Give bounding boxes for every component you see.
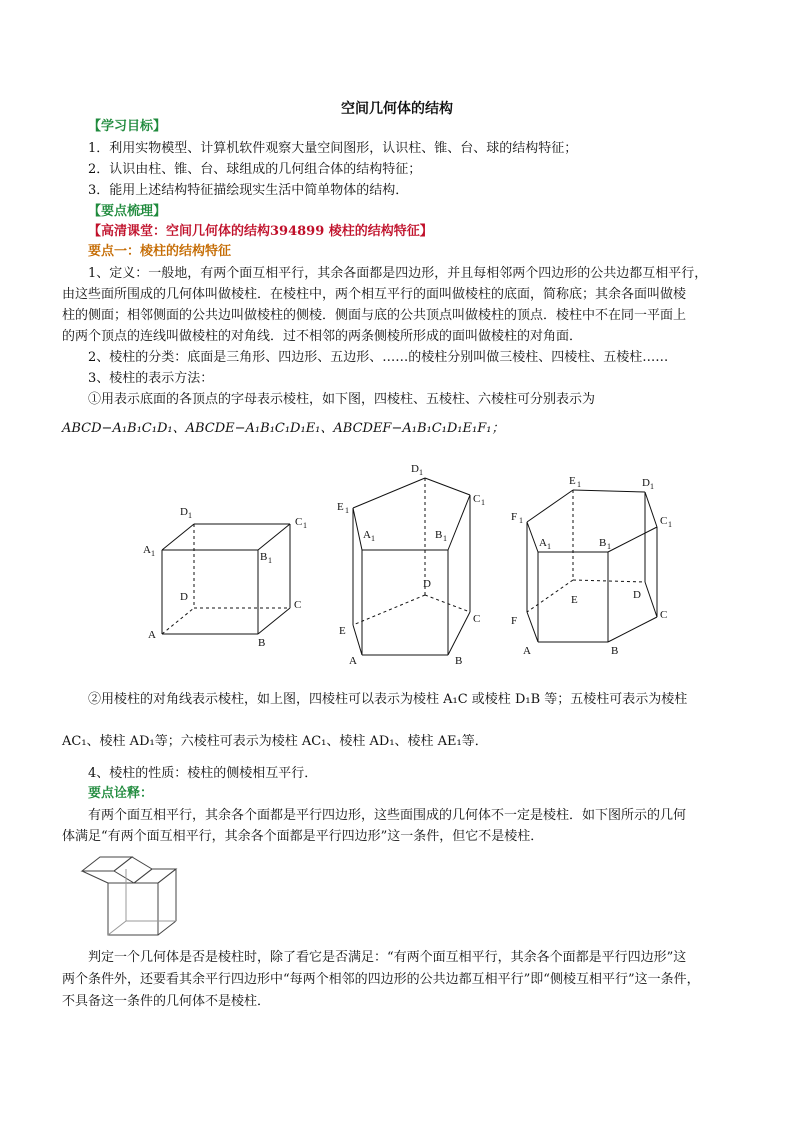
note-line-1: 有两个面互相平行，其余各个面都是平行四边形，这些面围成的几何体不一定是棱柱．如下图所示的几何 bbox=[88, 808, 687, 823]
label-B: B bbox=[455, 655, 463, 667]
label-sub: 1 bbox=[650, 482, 654, 491]
label-C1: C bbox=[660, 515, 668, 527]
goal-1: 1．利用实物模型、计算机软件观察大量空间图形，认识柱、锥、台、球的结构特征； bbox=[88, 141, 578, 156]
label-D: D bbox=[633, 589, 641, 601]
label-D1: D bbox=[180, 506, 188, 518]
label-D: D bbox=[180, 591, 188, 603]
six-prism-figure bbox=[505, 472, 685, 662]
label-E1: E bbox=[569, 475, 576, 487]
label-A: A bbox=[148, 629, 156, 641]
label-sub: 1 bbox=[519, 516, 523, 525]
section-points-heading: 【要点梳理】 bbox=[88, 204, 167, 219]
label-C1: C bbox=[295, 516, 303, 528]
label-B1: B bbox=[435, 529, 443, 541]
label-E1: E bbox=[337, 501, 344, 513]
label-C: C bbox=[473, 613, 481, 625]
hd-class-heading: 【高清课堂：空间几何体的结构394899 棱柱的结构特征】 bbox=[88, 224, 433, 239]
label-sub: 1 bbox=[481, 498, 485, 507]
classification-line: 2、棱柱的分类：底面是三角形、四边形、五边形、……的棱柱分别叫做三棱柱、四棱柱、五棱柱…… bbox=[88, 350, 669, 365]
label-B1: B bbox=[260, 551, 268, 563]
judge-line-1: 判定一个几何体是否是棱柱时，除了看它是否满足：“有两个面互相平行，其余各个面都是平行四边形”这 bbox=[88, 950, 687, 965]
property-line: 4、棱柱的性质：棱柱的侧棱相互平行． bbox=[88, 766, 318, 781]
label-sub: 1 bbox=[547, 542, 551, 551]
definition-line-2: 由这些面所围成的几何体叫做棱柱．在棱柱中，两个相互平行的面叫做棱柱的底面，简称底；其余各面叫做棱 bbox=[62, 287, 687, 302]
label-sub: 1 bbox=[443, 534, 447, 543]
five-prism-figure bbox=[335, 460, 495, 670]
label-C1: C bbox=[473, 493, 481, 505]
label-C: C bbox=[294, 599, 302, 611]
notation-2b: AC₁、棱柱 AD₁等；六棱柱可表示为棱柱 AC₁、棱柱 AD₁、棱柱 AE₁等． bbox=[62, 734, 488, 749]
label-sub: 1 bbox=[371, 534, 375, 543]
section-goals-heading: 【学习目标】 bbox=[88, 119, 167, 134]
label-A: A bbox=[349, 655, 357, 667]
label-A1: A bbox=[143, 544, 151, 556]
goal-2: 2．认识由柱、锥、台、球组成的几何组合体的结构特征； bbox=[88, 162, 422, 177]
notation-heading: 3、棱柱的表示方法： bbox=[88, 371, 214, 386]
note-line-2: 体满足“有两个面互相平行，其余各个面都是平行四边形”这一条件，但它不是棱柱． bbox=[62, 829, 544, 844]
label-sub: 1 bbox=[268, 556, 272, 565]
label-A1: A bbox=[363, 529, 371, 541]
notation-2a: ②用棱柱的对角线表示棱柱，如上图，四棱柱可以表示为棱柱 A₁C 或棱柱 D₁B 等；五棱柱可表示为棱柱 bbox=[88, 692, 688, 707]
label-B1: B bbox=[599, 537, 607, 549]
label-D1: D bbox=[411, 463, 419, 475]
goal-3: 3．能用上述结构特征描绘现实生活中简单物体的结构． bbox=[88, 183, 409, 198]
label-A: A bbox=[523, 645, 531, 657]
label-A1: A bbox=[539, 537, 547, 549]
label-F1: F bbox=[511, 511, 518, 523]
note-heading: 要点诠释： bbox=[88, 786, 154, 801]
label-sub: 1 bbox=[345, 506, 349, 515]
judge-line-3: 不具备这一条件的几何体不是棱柱． bbox=[62, 994, 271, 1009]
label-E: E bbox=[571, 594, 578, 606]
label-sub: 1 bbox=[668, 520, 672, 529]
label-sub: 1 bbox=[577, 480, 581, 489]
judge-line-2: 两个条件外，还要看其余平行四边形中“每两个相邻的四边形的公共边都互相平行”即“侧棱互相平行”这一条件， bbox=[62, 972, 700, 987]
label-D: D bbox=[423, 578, 431, 590]
definition-line-1: 1、定义：一般地，有两个面互相平行，其余各面都是四边形，并且每相邻两个四边形的公共边都互相平行， bbox=[88, 266, 708, 281]
point1-heading: 要点一：棱柱的结构特征 bbox=[88, 244, 232, 259]
definition-line-4: 的两个顶点的连线叫做棱柱的对角线．过不相邻的两条侧棱所形成的面叫做棱柱的对角面． bbox=[62, 329, 583, 344]
label-C: C bbox=[660, 609, 668, 621]
label-E: E bbox=[339, 625, 346, 637]
label-B: B bbox=[611, 645, 619, 657]
label-D1: D bbox=[642, 477, 650, 489]
label-sub: 1 bbox=[419, 468, 423, 477]
label-F: F bbox=[511, 615, 518, 627]
label-sub: 1 bbox=[151, 549, 155, 558]
notation-formula: ABCD−A₁B₁C₁D₁、ABCDE−A₁B₁C₁D₁E₁、ABCDEF−A₁B₁C₁D₁E₁F₁； bbox=[62, 421, 505, 436]
definition-line-3: 柱的侧面；相邻侧面的公共边叫做棱柱的侧棱．侧面与底的公共顶点叫做棱柱的顶点．棱柱中不在同一平面上 bbox=[62, 308, 687, 323]
label-sub: 1 bbox=[303, 521, 307, 530]
non-prism-figure bbox=[78, 853, 188, 943]
notation-1: ①用表示底面的各顶点的字母表示棱柱，如下图，四棱柱、五棱柱、六棱柱可分别表示为 bbox=[88, 392, 596, 407]
label-B: B bbox=[258, 637, 266, 649]
label-sub: 1 bbox=[607, 542, 611, 551]
label-sub: 1 bbox=[188, 511, 192, 520]
four-prism-figure bbox=[140, 500, 315, 650]
page-title: 空间几何体的结构 bbox=[341, 101, 453, 117]
